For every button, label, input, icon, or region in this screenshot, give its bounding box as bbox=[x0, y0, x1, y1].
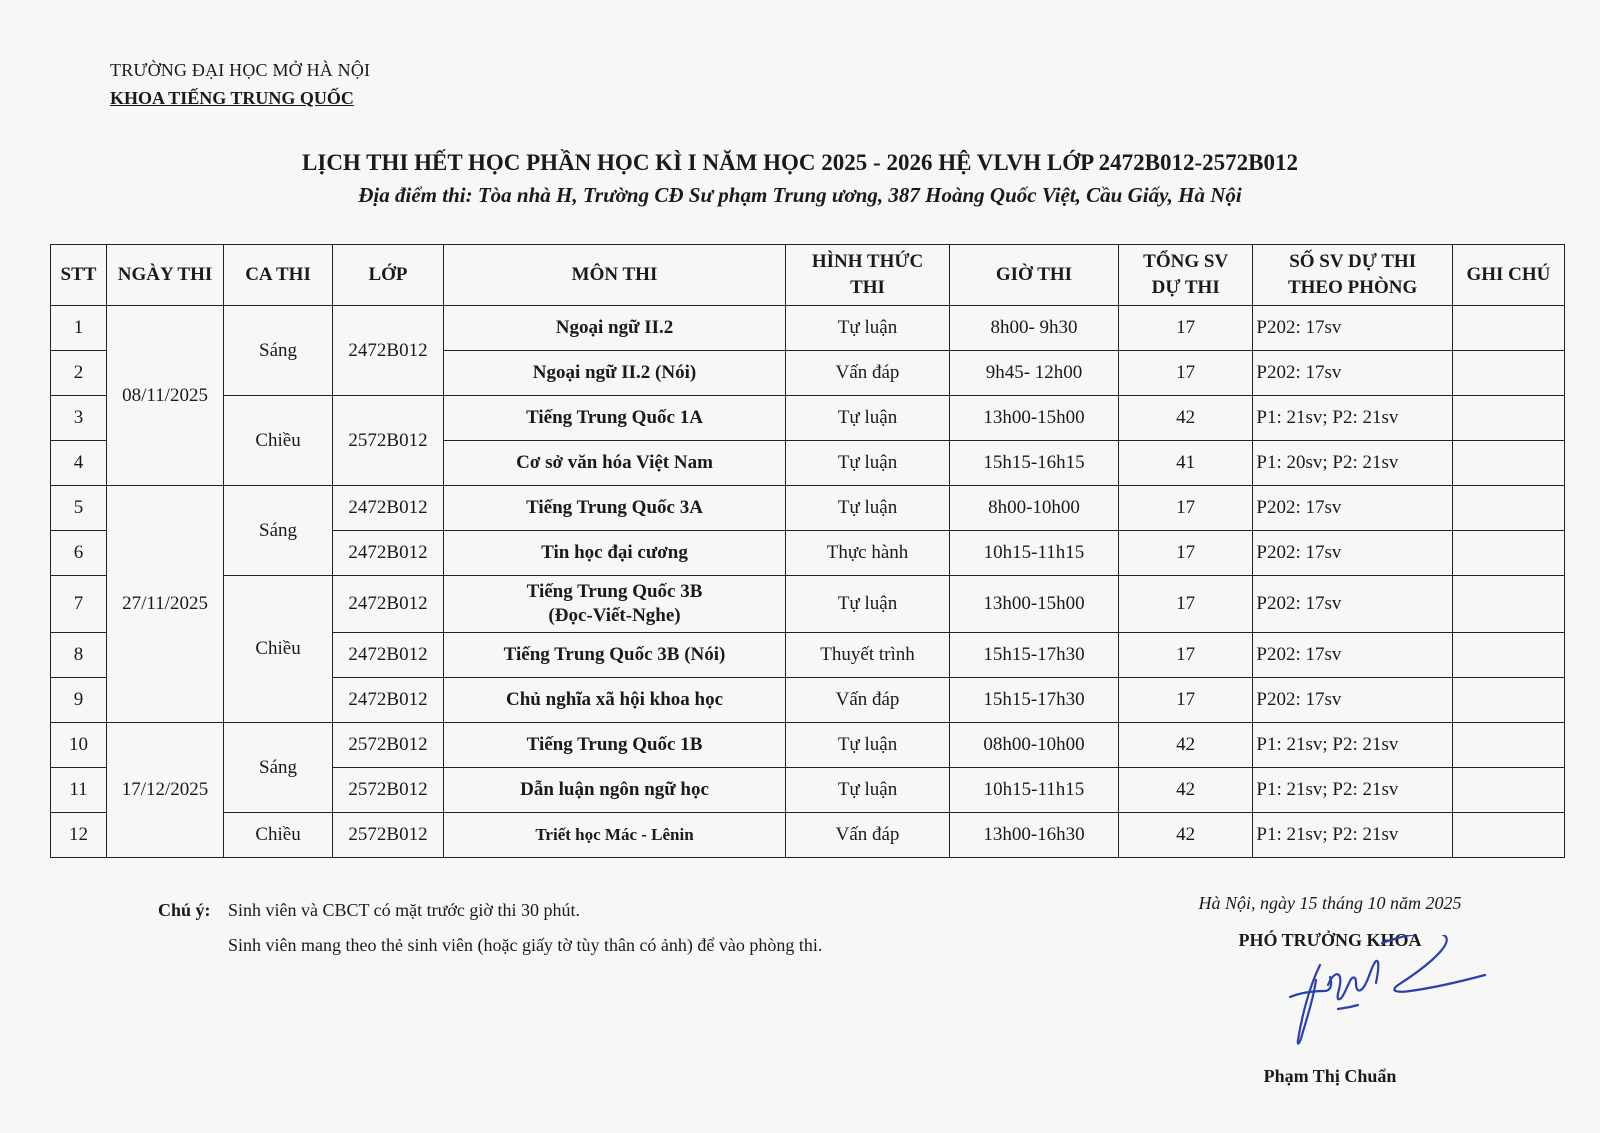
cell-time: 15h15-17h30 bbox=[949, 678, 1118, 723]
col-header-rooms-line2: THEO PHÒNG bbox=[1287, 277, 1418, 298]
cell-format: Tự luận bbox=[786, 768, 950, 813]
cell-note bbox=[1452, 678, 1564, 723]
cell-subject: Cơ sở văn hóa Việt Nam bbox=[443, 441, 785, 486]
cell-subject: Tin học đại cương bbox=[443, 531, 785, 576]
col-header-rooms-line1: SỐ SV DỰ THI bbox=[1289, 251, 1417, 272]
note-student-card: Sinh viên mang theo thẻ sinh viên (hoặc giấy tờ tùy thân có ảnh) để vào phòng thi. bbox=[228, 935, 823, 955]
cell-subject: Ngoại ngữ II.2 (Nói) bbox=[443, 351, 785, 396]
cell-subject: Dẫn luận ngôn ngữ học bbox=[443, 768, 785, 813]
col-header-total bbox=[1118, 245, 1252, 306]
handwritten-signature bbox=[1280, 935, 1520, 1060]
col-header-shift: CA THI bbox=[224, 245, 333, 306]
cell-note bbox=[1452, 723, 1564, 768]
cell-rooms: P1: 21sv; P2: 21sv bbox=[1253, 768, 1453, 813]
place-date: Hà Nội, ngày 15 tháng 10 năm 2025 bbox=[1198, 893, 1462, 913]
col-header-subject: MÔN THI bbox=[443, 245, 785, 306]
cell-stt: 8 bbox=[51, 633, 107, 678]
cell-note bbox=[1452, 768, 1564, 813]
cell-format: Tự luận bbox=[786, 576, 950, 633]
cell-date: 27/11/2025 bbox=[106, 486, 223, 723]
table-row bbox=[51, 813, 1565, 858]
cell-format: Tự luận bbox=[786, 396, 950, 441]
cell-format: Vấn đáp bbox=[786, 351, 950, 396]
signer-name: Phạm Thị Chuẩn bbox=[1263, 1066, 1397, 1086]
cell-total: 42 bbox=[1118, 768, 1252, 813]
cell-subject-line2: (Đọc-Viết-Nghe) bbox=[548, 605, 681, 626]
exam-location: Địa điểm thi: Tòa nhà H, Trường CĐ Sư phạm Trung ương, 387 Hoàng Quốc Việt, Cầu Giấy, Hà Nội bbox=[358, 183, 1242, 207]
faculty-name: KHOA TIẾNG TRUNG QUỐC bbox=[110, 88, 354, 108]
col-header-class: LỚP bbox=[333, 245, 444, 306]
cell-subject: Tiếng Trung Quốc 3A bbox=[443, 486, 785, 531]
col-header-format-line1: HÌNH THỨC bbox=[811, 251, 924, 272]
note-arrival: Sinh viên và CBCT có mặt trước giờ thi 30 phút. bbox=[228, 900, 580, 920]
cell-format: Thực hành bbox=[786, 531, 950, 576]
cell-rooms: P202: 17sv bbox=[1253, 576, 1453, 633]
col-header-total-line2: DỰ THI bbox=[1151, 277, 1220, 298]
table-row bbox=[51, 486, 1565, 531]
cell-total: 42 bbox=[1118, 813, 1252, 858]
cell-stt: 11 bbox=[51, 768, 107, 813]
cell-time: 13h00-16h30 bbox=[949, 813, 1118, 858]
cell-time: 10h15-11h15 bbox=[949, 768, 1118, 813]
cell-note bbox=[1452, 441, 1564, 486]
cell-class: 2472B012 bbox=[333, 576, 444, 633]
cell-stt: 9 bbox=[51, 678, 107, 723]
cell-subject bbox=[443, 576, 785, 633]
cell-note bbox=[1452, 576, 1564, 633]
cell-note bbox=[1452, 531, 1564, 576]
cell-time: 8h00- 9h30 bbox=[949, 306, 1118, 351]
cell-class: 2472B012 bbox=[333, 306, 444, 396]
cell-rooms: P202: 17sv bbox=[1253, 306, 1453, 351]
table-row bbox=[51, 723, 1565, 768]
cell-stt: 2 bbox=[51, 351, 107, 396]
col-header-time: GIỜ THI bbox=[949, 245, 1118, 306]
cell-subject-line1: Tiếng Trung Quốc 3B bbox=[526, 581, 703, 602]
cell-rooms: P1: 20sv; P2: 21sv bbox=[1253, 441, 1453, 486]
cell-note bbox=[1452, 813, 1564, 858]
cell-stt: 3 bbox=[51, 396, 107, 441]
cell-time: 15h15-16h15 bbox=[949, 441, 1118, 486]
col-header-date: NGÀY THI bbox=[106, 245, 223, 306]
cell-rooms: P202: 17sv bbox=[1253, 486, 1453, 531]
cell-format: Tự luận bbox=[786, 441, 950, 486]
cell-date: 08/11/2025 bbox=[106, 306, 223, 486]
cell-shift: Chiều bbox=[224, 813, 333, 858]
cell-total: 17 bbox=[1118, 306, 1252, 351]
cell-total: 17 bbox=[1118, 633, 1252, 678]
cell-subject: Ngoại ngữ II.2 bbox=[443, 306, 785, 351]
cell-format: Tự luận bbox=[786, 306, 950, 351]
cell-time: 13h00-15h00 bbox=[949, 396, 1118, 441]
cell-total: 17 bbox=[1118, 531, 1252, 576]
cell-format: Thuyết trình bbox=[786, 633, 950, 678]
cell-class: 2472B012 bbox=[333, 486, 444, 531]
cell-stt: 5 bbox=[51, 486, 107, 531]
cell-rooms: P1: 21sv; P2: 21sv bbox=[1253, 723, 1453, 768]
school-name: TRƯỜNG ĐẠI HỌC MỞ HÀ NỘI bbox=[110, 60, 371, 80]
cell-class: 2472B012 bbox=[333, 531, 444, 576]
document-title: LỊCH THI HẾT HỌC PHẦN HỌC KÌ I NĂM HỌC 2025 - 2026 HỆ VLVH LỚP 2472B012-2572B012 bbox=[302, 150, 1298, 175]
table-header-row bbox=[51, 245, 1565, 306]
cell-shift: Sáng bbox=[224, 723, 333, 813]
note-label: Chú ý: bbox=[158, 900, 211, 920]
cell-format: Tự luận bbox=[786, 723, 950, 768]
col-header-format-line2: THI bbox=[850, 277, 885, 298]
col-header-note: GHI CHÚ bbox=[1452, 245, 1564, 306]
cell-rooms: P202: 17sv bbox=[1253, 633, 1453, 678]
cell-subject: Chủ nghĩa xã hội khoa học bbox=[443, 678, 785, 723]
cell-class: 2472B012 bbox=[333, 678, 444, 723]
cell-format: Vấn đáp bbox=[786, 813, 950, 858]
cell-total: 42 bbox=[1118, 396, 1252, 441]
cell-shift: Sáng bbox=[224, 486, 333, 576]
cell-rooms: P1: 21sv; P2: 21sv bbox=[1253, 396, 1453, 441]
cell-format: Tự luận bbox=[786, 486, 950, 531]
col-header-stt: STT bbox=[51, 245, 107, 306]
cell-class: 2572B012 bbox=[333, 396, 444, 486]
cell-note bbox=[1452, 486, 1564, 531]
cell-date: 17/12/2025 bbox=[106, 723, 223, 858]
cell-shift: Sáng bbox=[224, 306, 333, 396]
cell-rooms: P202: 17sv bbox=[1253, 531, 1453, 576]
exam-schedule-table bbox=[50, 244, 1565, 858]
cell-time: 15h15-17h30 bbox=[949, 633, 1118, 678]
cell-subject: Triết học Mác - Lênin bbox=[443, 813, 785, 858]
cell-total: 17 bbox=[1118, 351, 1252, 396]
table-row bbox=[51, 396, 1565, 441]
col-header-rooms bbox=[1253, 245, 1453, 306]
cell-stt: 12 bbox=[51, 813, 107, 858]
cell-rooms: P1: 21sv; P2: 21sv bbox=[1253, 813, 1453, 858]
cell-time: 10h15-11h15 bbox=[949, 531, 1118, 576]
col-header-total-line1: TỔNG SV bbox=[1143, 251, 1229, 272]
cell-time: 08h00-10h00 bbox=[949, 723, 1118, 768]
cell-stt: 10 bbox=[51, 723, 107, 768]
cell-total: 17 bbox=[1118, 678, 1252, 723]
cell-time: 13h00-15h00 bbox=[949, 576, 1118, 633]
cell-stt: 7 bbox=[51, 576, 107, 633]
cell-total: 17 bbox=[1118, 486, 1252, 531]
cell-note bbox=[1452, 306, 1564, 351]
cell-subject: Tiếng Trung Quốc 1B bbox=[443, 723, 785, 768]
cell-subject: Tiếng Trung Quốc 1A bbox=[443, 396, 785, 441]
cell-shift: Chiều bbox=[224, 396, 333, 486]
table-row bbox=[51, 576, 1565, 633]
cell-format: Vấn đáp bbox=[786, 678, 950, 723]
cell-time: 9h45- 12h00 bbox=[949, 351, 1118, 396]
cell-class: 2472B012 bbox=[333, 633, 444, 678]
cell-note bbox=[1452, 633, 1564, 678]
cell-class: 2572B012 bbox=[333, 768, 444, 813]
cell-stt: 4 bbox=[51, 441, 107, 486]
cell-note bbox=[1452, 351, 1564, 396]
col-header-format bbox=[786, 245, 950, 306]
cell-stt: 1 bbox=[51, 306, 107, 351]
cell-time: 8h00-10h00 bbox=[949, 486, 1118, 531]
cell-rooms: P202: 17sv bbox=[1253, 351, 1453, 396]
cell-total: 42 bbox=[1118, 723, 1252, 768]
cell-total: 41 bbox=[1118, 441, 1252, 486]
cell-subject: Tiếng Trung Quốc 3B (Nói) bbox=[443, 633, 785, 678]
signer-title: PHÓ TRƯỞNG KHOA bbox=[1238, 930, 1422, 950]
cell-total: 17 bbox=[1118, 576, 1252, 633]
cell-note bbox=[1452, 396, 1564, 441]
cell-class: 2572B012 bbox=[333, 723, 444, 768]
table-row bbox=[51, 306, 1565, 351]
cell-shift: Chiều bbox=[224, 576, 333, 723]
cell-rooms: P202: 17sv bbox=[1253, 678, 1453, 723]
cell-stt: 6 bbox=[51, 531, 107, 576]
cell-class: 2572B012 bbox=[333, 813, 444, 858]
